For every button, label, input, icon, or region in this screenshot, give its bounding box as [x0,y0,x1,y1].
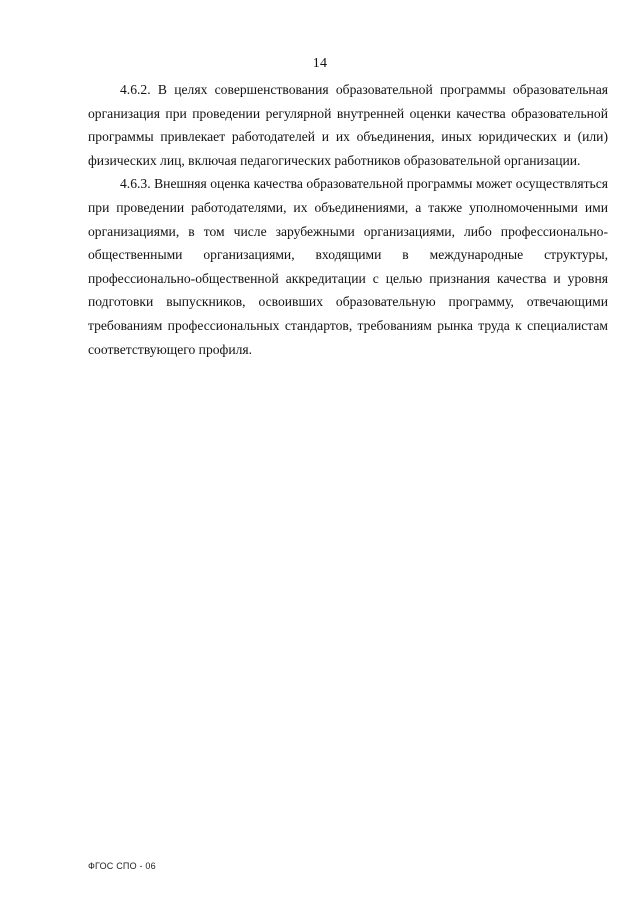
document-body [88,78,608,361]
paragraph-4-6-2: 4.6.2. В целях совершенствования образовательной программы образовательная организация при проведении регулярной внутренней оценки качества образовательной программы привлекает работодателей и их объединения, иных юридических и (или) физических лиц, включая педагогических работников образовательной организации. [88,82,608,168]
document-footer: ФГОС СПО - 06 [88,861,156,871]
page-number: 14 [312,56,328,71]
paragraph-4-6-3: 4.6.3. Внешняя оценка качества образовательной программы может осуществляться при проведении работодателями, их объединениями, а также уполномоченными ими организациями, в том числе зарубежными организациями, либо профессионально-общественными организациями, входящими в международные структуры, профессионально-общественной аккредитации с целью признания качества и уровня подготовки выпускников, освоивших образовательную программу, отвечающими требованиям профессиональных стандартов, требованиям рынка труда к специалистам соответствующего профиля. [88,176,608,357]
